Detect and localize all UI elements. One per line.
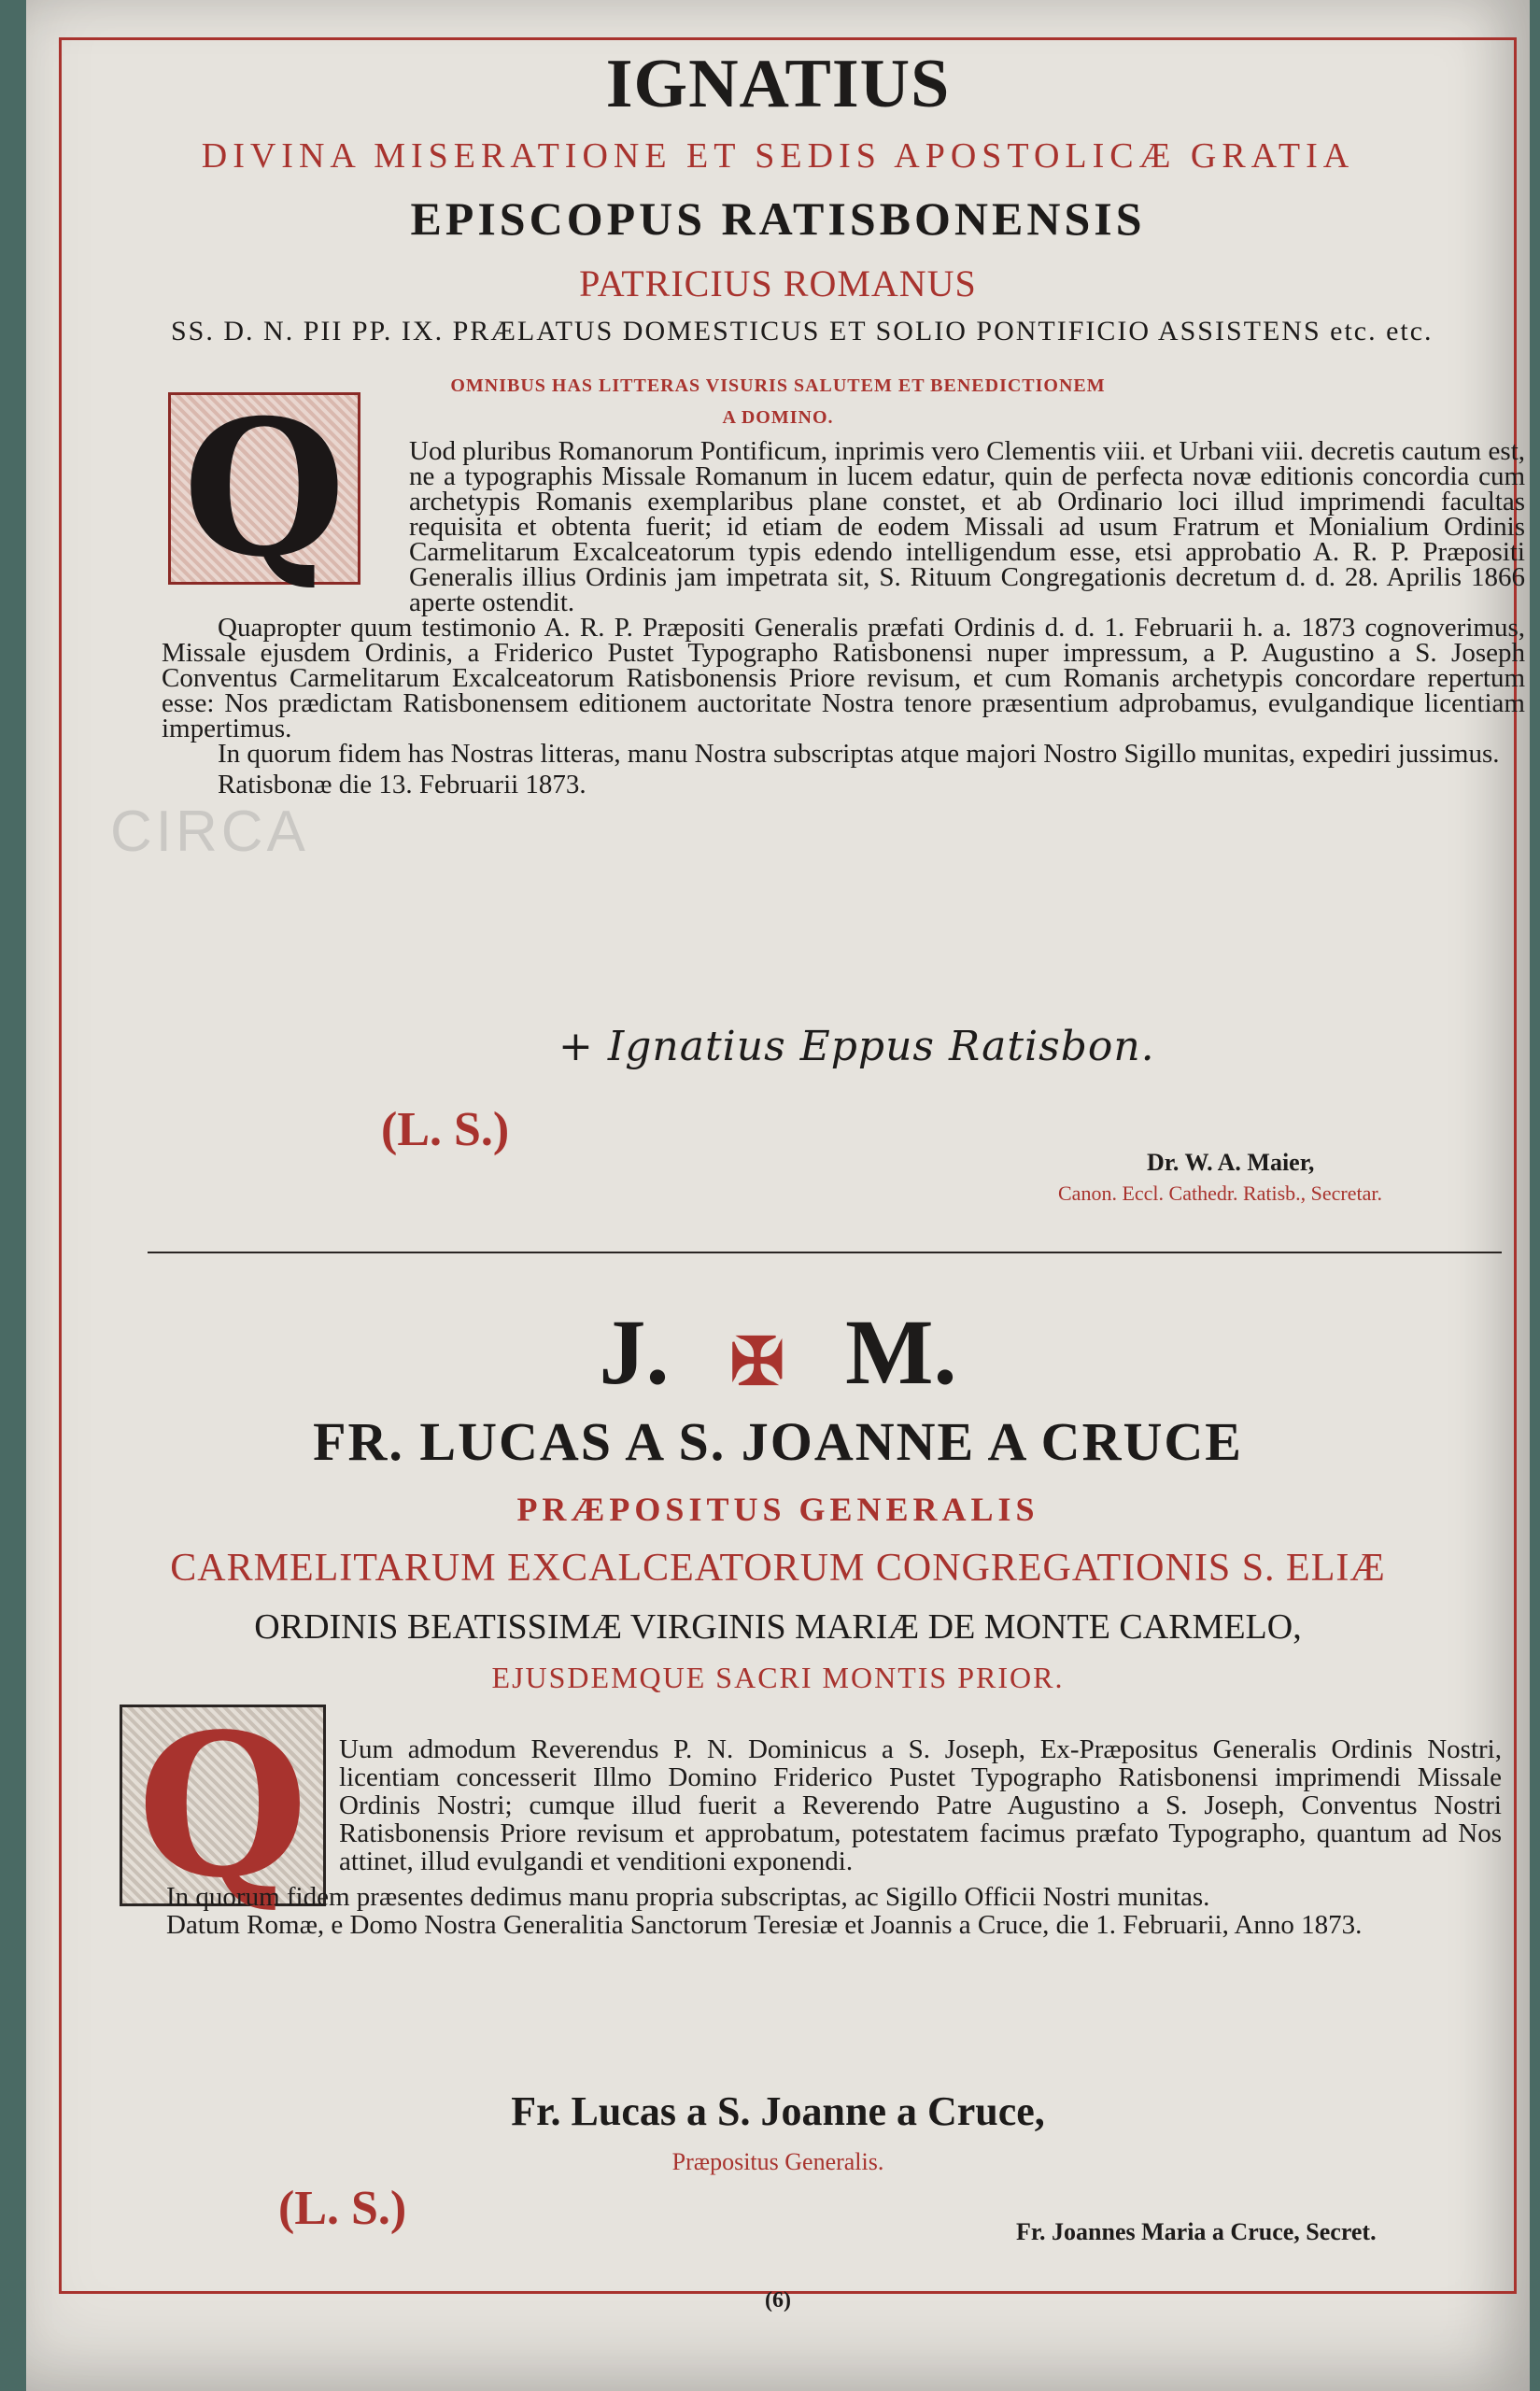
title-ignatius: IGNATIUS [605, 46, 951, 122]
secretary-2: Fr. Joannes Maria a Cruce, Secret. [1016, 2218, 1377, 2245]
letter1-paragraph: Quapropter quum testimonio A. R. P. Præpositi Generalis præfati Ordinis d. d. 1. Februarii h. a. 1873 cognoverimus, Missale ejusdem Ordinis, a Friderico Pustet Typographo Ratisbonensi nuper impressum, a P. Augustino a S. Joseph Conventus Carmelitarum Excalceatorum Ratisbonensis Priore revisum, et cum Romanis archetypis concordare repertum esse: Nos prædictam Ratisbonensem editionem auctoritate Nostra tenore præsentium adprobamus, evulgandique licentiam impertimus. [162, 613, 1525, 743]
secretary-title: Canon. Eccl. Cathedr. Ratisb., Secretar. [1058, 1181, 1383, 1205]
section-divider [148, 1252, 1502, 1253]
watermark: CIRCA [110, 799, 309, 864]
seal-ls-1: (L. S.) [381, 1103, 510, 1156]
header2-line4: ORDINIS BEATISSIMÆ VIRGINIS MARIÆ DE MONTE CARMELO, [254, 1607, 1302, 1647]
jm-monogram [26, 1298, 1530, 1406]
letter2-paragraph: In quorum fidem præsentes dedimus manu propria subscriptas, ac Sigillo Officii Nostri munitas. [166, 1882, 1210, 1912]
letter2-body [120, 1735, 1502, 1939]
header1-line5: SS. D. N. PII PP. IX. PRÆLATUS DOMESTICUS ET SOLIO PONTIFICIO ASSISTENS etc. etc. [171, 316, 1434, 347]
header2-line1: FR. LUCAS A S. JOANNE A CRUCE [313, 1411, 1243, 1472]
header1-line2: DIVINA MISERATIONE ET SEDIS APOSTOLICÆ GRATIA [201, 136, 1355, 176]
secretary-name: Dr. W. A. Maier, [1147, 1149, 1315, 1176]
letter2-paragraph: Datum Romæ, e Domo Nostra Generalitia Sanctorum Teresiæ et Joannis a Cruce, die 1. Februarii, Anno 1873. [166, 1910, 1363, 1940]
header1-line3: EPISCOPUS RATISBONENSIS [410, 192, 1146, 245]
header2-line3: CARMELITARUM EXCALCEATORUM CONGREGATIONIS S. ELIÆ [170, 1547, 1386, 1590]
jm-right: M. [845, 1300, 957, 1404]
jm-left: J. [599, 1300, 670, 1404]
cross-icon: ✠ [729, 1326, 785, 1399]
letter2-paragraph: Uum admodum Reverendus P. N. Dominicus a S. Joseph, Ex-Præpositus Generalis Ordinis Nostri, licentiam concesserit Illmo Domino Friderico Pustet Typographo Ratisbonensi imprimendi Missale Ordinis Nostri; cumque illud fuerit a Reverendo Patre Augustino a S. Joseph, Conventus Nostri Ratisbonensis Priore revisum et approbatum, potestatem facimus præfato Typographo, quantum ad Nos attinet, illud evulgandi et venditioni exponendi. [339, 1734, 1502, 1876]
header2-line5: EJUSDEMQUE SACRI MONTIS PRIOR. [491, 1661, 1065, 1694]
general-signature: Fr. Lucas a S. Joanne a Cruce, [511, 2088, 1045, 2134]
seal-ls-2: (L. S.) [278, 2182, 407, 2235]
header1-line6: OMNIBUS HAS LITTERAS VISURIS SALUTEM ET BENEDICTIONEM [450, 375, 1106, 396]
book-page [26, 0, 1530, 2391]
letter1-paragraph: In quorum fidem has Nostras litteras, manu Nostra subscriptas atque majori Nostro Sigillo munitas, expediri jussimus. [218, 739, 1500, 769]
page-number: (6) [765, 2288, 791, 2313]
header2-line2: PRÆPOSITUS GENERALIS [516, 1491, 1039, 1528]
letter1-date: Ratisbonæ die 13. Februarii 1873. [218, 770, 586, 799]
letter1-paragraph: Uod pluribus Romanorum Pontificum, inprimis vero Clementis viii. et Urbani viii. decretis cautum est, ne a typographis Missale Romanum in lucem edatur, quin de perfecta novæ editionis concordia cum archetypis Romanis exemplaribus plane constet, et ab Ordinario loci illud imprimendi facultas requisita et obtenta fuerit; id etiam de eodem Missali ad usum Fratrum et Monialium Ordinis Carmelitarum Excalceatorum typis edendo intelligendum esse, etsi approbatio A. R. P. Præpositi Generalis illius Ordinis jam impetrata sit, S. Rituum Congregationis decretum d. d. 28. Aprilis 1866 aperte ostendit. [409, 436, 1525, 617]
bishop-signature: + Ignatius Eppus Ratisbon. [558, 1023, 1155, 1070]
drop-cap-q-black: Q [168, 392, 360, 585]
drop-cap-q-red: Q [120, 1705, 326, 1906]
header1-line7: A DOMINO. [722, 407, 834, 428]
letter1-body [162, 436, 1525, 799]
general-title: Præpositus Generalis. [671, 2148, 884, 2175]
header1-line4: PATRICIUS ROMANUS [579, 262, 977, 304]
